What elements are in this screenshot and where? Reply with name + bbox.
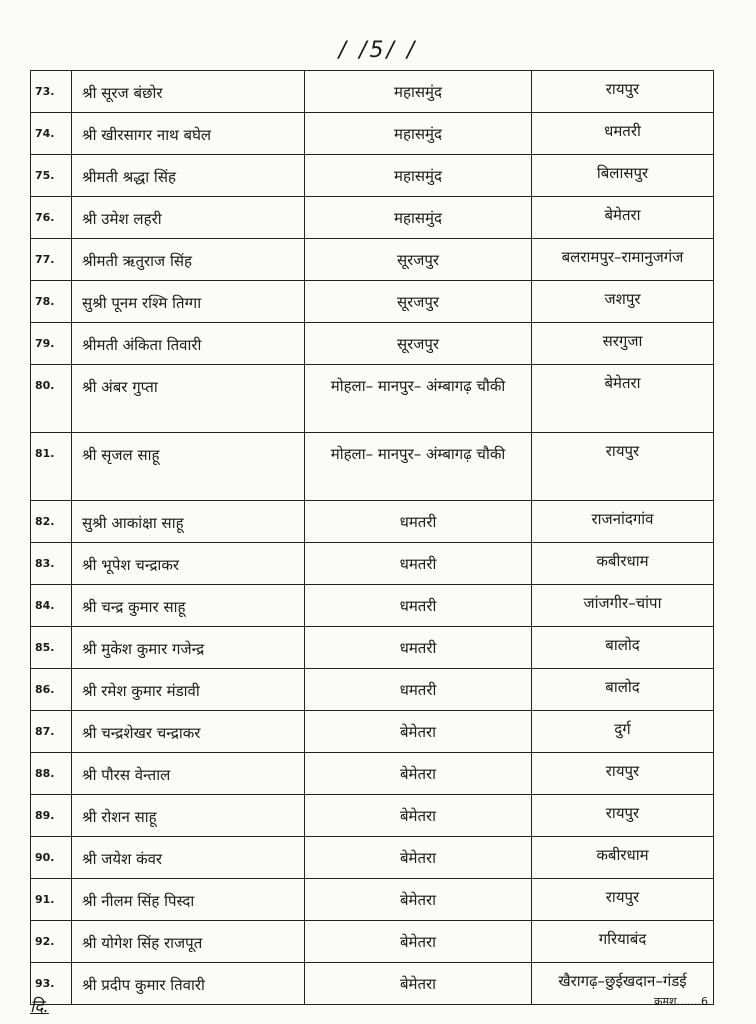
to-district-cell: गरियाबंद (532, 921, 714, 963)
employee-name-cell: श्री रोशन साहू (72, 795, 305, 837)
table-row (31, 879, 714, 921)
table-row (31, 543, 714, 585)
employee-name-cell: श्रीमती श्रद्धा सिंह (72, 155, 305, 197)
table-row (31, 281, 714, 323)
serial-number-cell: 86. (31, 669, 72, 711)
table-body (31, 71, 714, 1005)
to-district-cell: रायपुर (532, 795, 714, 837)
employee-name-cell: श्री भूपेश चन्द्राकर (72, 543, 305, 585)
to-district-cell: बेमेतरा (532, 365, 714, 433)
table-row (31, 113, 714, 155)
from-district-cell: महासमुंद (305, 113, 532, 155)
to-district-cell: बिलासपुर (532, 155, 714, 197)
table-row (31, 71, 714, 113)
employee-name-cell: श्री चन्द्रशेखर चन्द्राकर (72, 711, 305, 753)
from-district-cell: बेमेतरा (305, 963, 532, 1005)
employee-name-cell: श्री चन्द्र कुमार साहू (72, 585, 305, 627)
employee-name-cell: श्री सूरज बंछोर (72, 71, 305, 113)
table-row (31, 365, 714, 433)
serial-number-cell: 80. (31, 365, 72, 433)
serial-number-cell: 85. (31, 627, 72, 669)
serial-number-cell: 73. (31, 71, 72, 113)
table-row (31, 753, 714, 795)
employee-name-cell: श्री मुकेश कुमार गजेन्द्र (72, 627, 305, 669)
employee-name-cell: श्री उमेश लहरी (72, 197, 305, 239)
from-district-cell: महासमुंद (305, 71, 532, 113)
serial-number-cell: 88. (31, 753, 72, 795)
from-district-cell: बेमेतरा (305, 879, 532, 921)
table-row (31, 921, 714, 963)
from-district-cell: धमतरी (305, 585, 532, 627)
to-district-cell: खैरागढ़–छुईखदान–गंडई (532, 963, 714, 1005)
to-district-cell: सरगुजा (532, 323, 714, 365)
table-row (31, 197, 714, 239)
from-district-cell: बेमेतरा (305, 837, 532, 879)
continuation-note: क्रमश.......6 (654, 995, 708, 1008)
employee-name-cell: श्रीमती ऋतुराज सिंह (72, 239, 305, 281)
table-row (31, 711, 714, 753)
serial-number-cell: 74. (31, 113, 72, 155)
employee-name-cell: श्री नीलम सिंह पिस्दा (72, 879, 305, 921)
serial-number-cell: 81. (31, 433, 72, 501)
table-row (31, 669, 714, 711)
from-district-cell: धमतरी (305, 501, 532, 543)
table-row (31, 627, 714, 669)
to-district-cell: रायपुर (532, 879, 714, 921)
to-district-cell: रायपुर (532, 433, 714, 501)
to-district-cell: बालोद (532, 669, 714, 711)
employee-name-cell: सुश्री आकांक्षा साहू (72, 501, 305, 543)
serial-number-cell: 89. (31, 795, 72, 837)
serial-number-cell: 77. (31, 239, 72, 281)
table-row (31, 585, 714, 627)
employee-name-cell: श्री पौरस वेन्ताल (72, 753, 305, 795)
transfer-table (30, 70, 714, 1005)
from-district-cell: धमतरी (305, 669, 532, 711)
serial-number-cell: 82. (31, 501, 72, 543)
employee-name-cell: श्री रमेश कुमार मंडावी (72, 669, 305, 711)
from-district-cell: बेमेतरा (305, 753, 532, 795)
employee-name-cell: श्री योगेश सिंह राजपूत (72, 921, 305, 963)
from-district-cell: मोहला– मानपुर– अंम्बागढ़ चौकी (305, 365, 532, 433)
to-district-cell: दुर्ग (532, 711, 714, 753)
table-row (31, 323, 714, 365)
signature-initials: दि. (30, 997, 49, 1017)
from-district-cell: सूरजपुर (305, 323, 532, 365)
serial-number-cell: 91. (31, 879, 72, 921)
serial-number-cell: 90. (31, 837, 72, 879)
from-district-cell: बेमेतरा (305, 921, 532, 963)
serial-number-cell: 75. (31, 155, 72, 197)
serial-number-cell: 84. (31, 585, 72, 627)
employee-name-cell: श्री सृजल साहू (72, 433, 305, 501)
to-district-cell: धमतरी (532, 113, 714, 155)
serial-number-cell: 83. (31, 543, 72, 585)
employee-name-cell: श्री खीरसागर नाथ बघेल (72, 113, 305, 155)
to-district-cell: बलरामपुर–रामानुजगंज (532, 239, 714, 281)
table-row (31, 239, 714, 281)
page-number: / /5/ / (338, 38, 418, 63)
to-district-cell: जांजगीर–चांपा (532, 585, 714, 627)
employee-name-cell: श्री अंबर गुप्ता (72, 365, 305, 433)
from-district-cell: बेमेतरा (305, 795, 532, 837)
from-district-cell: धमतरी (305, 543, 532, 585)
to-district-cell: कबीरधाम (532, 837, 714, 879)
from-district-cell: महासमुंद (305, 155, 532, 197)
serial-number-cell: 78. (31, 281, 72, 323)
from-district-cell: महासमुंद (305, 197, 532, 239)
to-district-cell: राजनांदगांव (532, 501, 714, 543)
from-district-cell: सूरजपुर (305, 281, 532, 323)
serial-number-cell: 93. (31, 963, 72, 1005)
to-district-cell: कबीरधाम (532, 543, 714, 585)
table-row (31, 433, 714, 501)
to-district-cell: बेमेतरा (532, 197, 714, 239)
table-row (31, 963, 714, 1005)
table-row (31, 501, 714, 543)
employee-name-cell: श्रीमती अंकिता तिवारी (72, 323, 305, 365)
from-district-cell: सूरजपुर (305, 239, 532, 281)
to-district-cell: जशपुर (532, 281, 714, 323)
employee-name-cell: सुश्री पूनम रश्मि तिग्गा (72, 281, 305, 323)
serial-number-cell: 92. (31, 921, 72, 963)
serial-number-cell: 87. (31, 711, 72, 753)
to-district-cell: रायपुर (532, 753, 714, 795)
table-row (31, 795, 714, 837)
to-district-cell: रायपुर (532, 71, 714, 113)
from-district-cell: धमतरी (305, 627, 532, 669)
serial-number-cell: 79. (31, 323, 72, 365)
table-row (31, 837, 714, 879)
from-district-cell: मोहला– मानपुर– अंम्बागढ़ चौकी (305, 433, 532, 501)
employee-name-cell: श्री जयेश कंवर (72, 837, 305, 879)
serial-number-cell: 76. (31, 197, 72, 239)
from-district-cell: बेमेतरा (305, 711, 532, 753)
table-row (31, 155, 714, 197)
employee-name-cell: श्री प्रदीप कुमार तिवारी (72, 963, 305, 1005)
to-district-cell: बालोद (532, 627, 714, 669)
